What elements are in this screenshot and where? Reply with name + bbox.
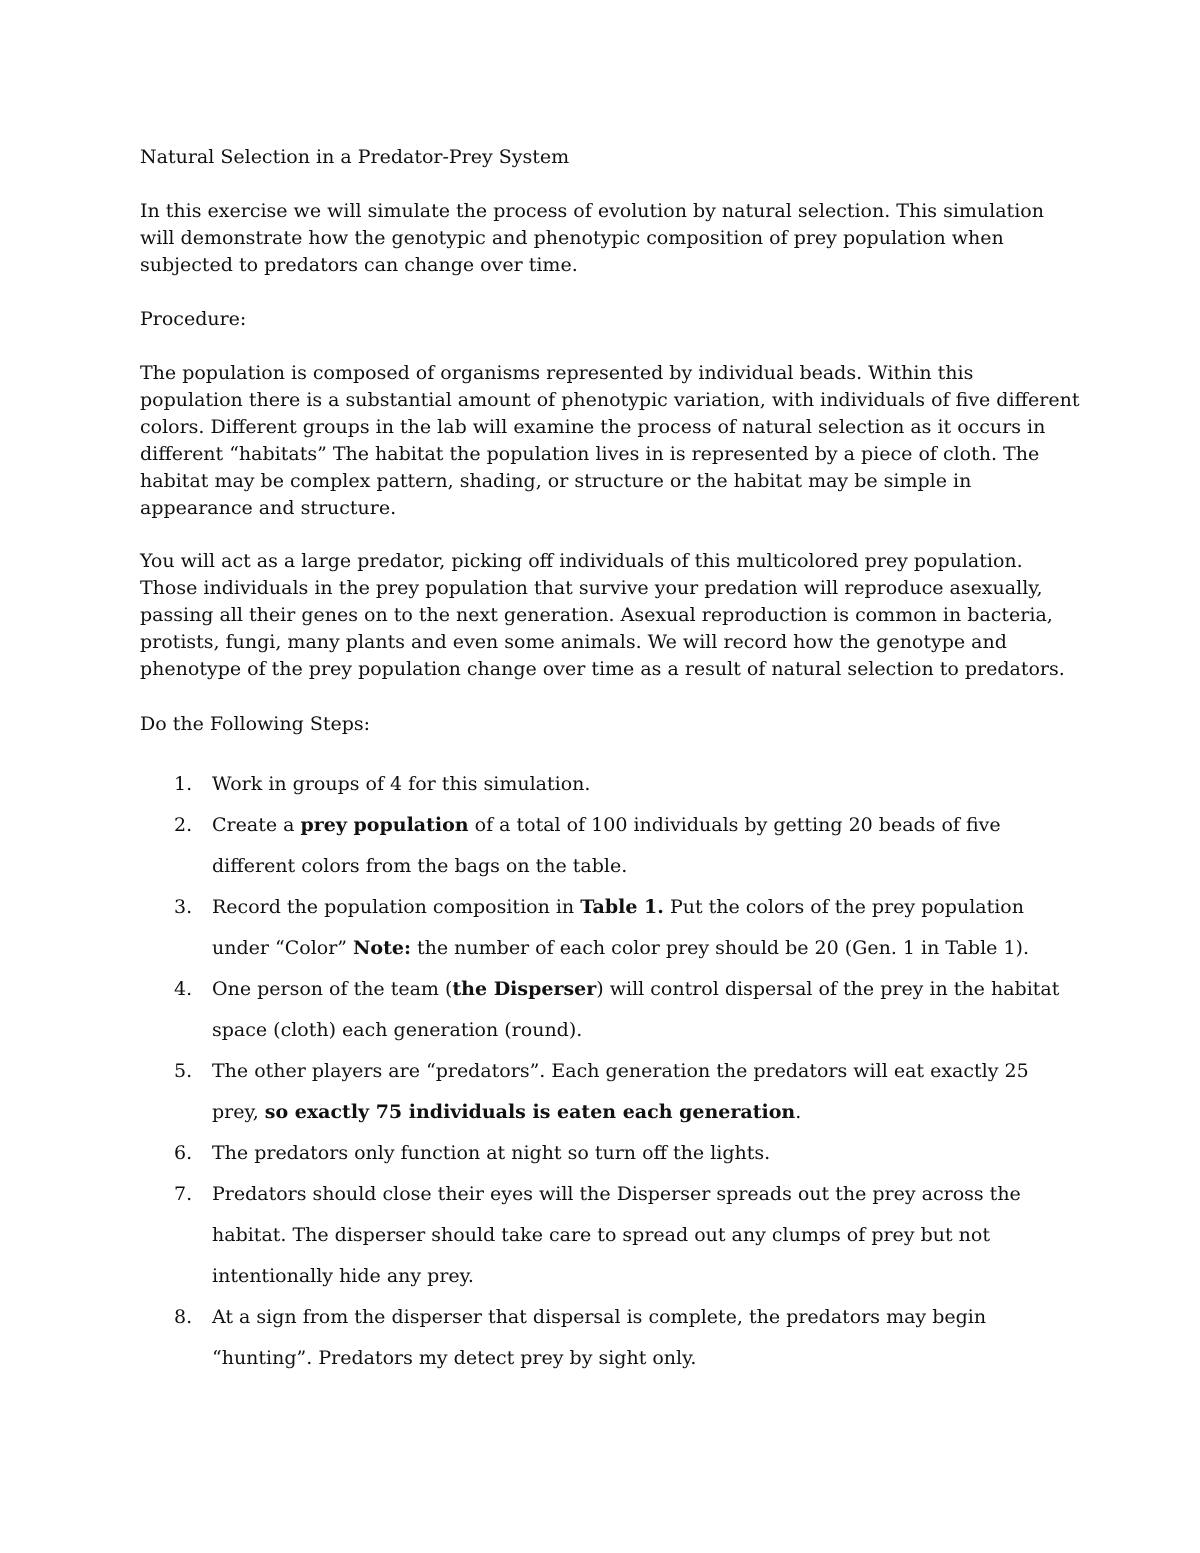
step-number: 8. [174, 1306, 193, 1328]
step-text-pre: One person of the team ( [212, 978, 453, 1000]
step-item [140, 969, 1080, 1051]
step-item [140, 764, 1080, 805]
step-item [140, 1297, 1080, 1379]
population-paragraph: The population is composed of organisms represented by individual beads. Within this population there is a substantial amount of phenotypic variation, with individuals of five different colors. Different groups in the lab will examine the process of natural selection as it occurs in different “habitats” The habitat the population lives in is represented by a piece of cloth. The habitat may be complex pattern, shading, or structure or the habitat may be simple in appearance and structure. [140, 362, 1080, 519]
predator-paragraph: You will act as a large predator, picking off individuals of this multicolored prey population. Those individuals in the prey population that survive your predation will reproduce asexually, passing all their genes on to the next generation. Asexual reproduction is common in bacteria, protists, fungi, many plants and even some animals. We will record how the genotype and phenotype of the prey population change over time as a result of natural selection to predators. [140, 550, 1065, 680]
step-item [140, 1051, 1080, 1133]
step-text-bold-note: Note: [353, 937, 411, 959]
step-text-pre: The other players are “predators”. Each generation the predators will eat exactly 25 prey, [212, 1060, 1029, 1123]
step-item [140, 805, 1080, 887]
step-text-bold: the Disperser [452, 978, 597, 1000]
step-number: 7. [174, 1183, 193, 1205]
step-text: Predators should close their eyes will the Disperser spreads out the prey across the habitat. The disperser should take care to spread out any clumps of prey but not intentionally hide any prey. [212, 1183, 1021, 1287]
step-text-post: of a total of 100 individuals by getting 20 beads of five different colors from the bags on the table. [212, 814, 1001, 877]
document-title: Natural Selection in a Predator-Prey System [140, 146, 570, 168]
steps-heading: Do the Following Steps: [140, 713, 371, 735]
step-number: 4. [174, 978, 193, 1000]
procedure-heading: Procedure: [140, 308, 247, 330]
step-text-post: ) will control dispersal of the prey in the habitat space (cloth) each generation (round). [212, 978, 1060, 1041]
step-number: 5. [174, 1060, 193, 1082]
intro-paragraph: In this exercise we will simulate the process of evolution by natural selection. This simulation will demonstrate how the genotypic and phenotypic composition of prey population when subjected to predators can change over time. [140, 200, 1044, 276]
steps-list [140, 764, 1080, 1379]
step-text-mid: Put the colors of the prey population under “Color” [212, 896, 1024, 959]
step-text-bold: prey population [300, 814, 469, 836]
step-text: The predators only function at night so turn off the lights. [212, 1142, 771, 1164]
step-text-post: . [795, 1101, 802, 1123]
step-text: At a sign from the disperser that dispersal is complete, the predators may begin “hunting”. Predators my detect prey by sight only. [212, 1306, 987, 1369]
step-text: Work in groups of 4 for this simulation. [212, 773, 591, 795]
step-text-post: the number of each color prey should be 20 (Gen. 1 in Table 1). [410, 937, 1029, 959]
step-number: 1. [174, 773, 193, 795]
step-text-pre: Record the population composition in [212, 896, 581, 918]
step-text-bold: so exactly 75 individuals is eaten each generation [264, 1101, 796, 1123]
step-item [140, 887, 1080, 969]
step-item [140, 1133, 1080, 1174]
step-number: 3. [174, 896, 193, 918]
step-text-bold: Table 1. [580, 896, 664, 918]
step-item [140, 1174, 1080, 1297]
step-number: 6. [174, 1142, 193, 1164]
step-number: 2. [174, 814, 193, 836]
step-text-pre: Create a [212, 814, 301, 836]
